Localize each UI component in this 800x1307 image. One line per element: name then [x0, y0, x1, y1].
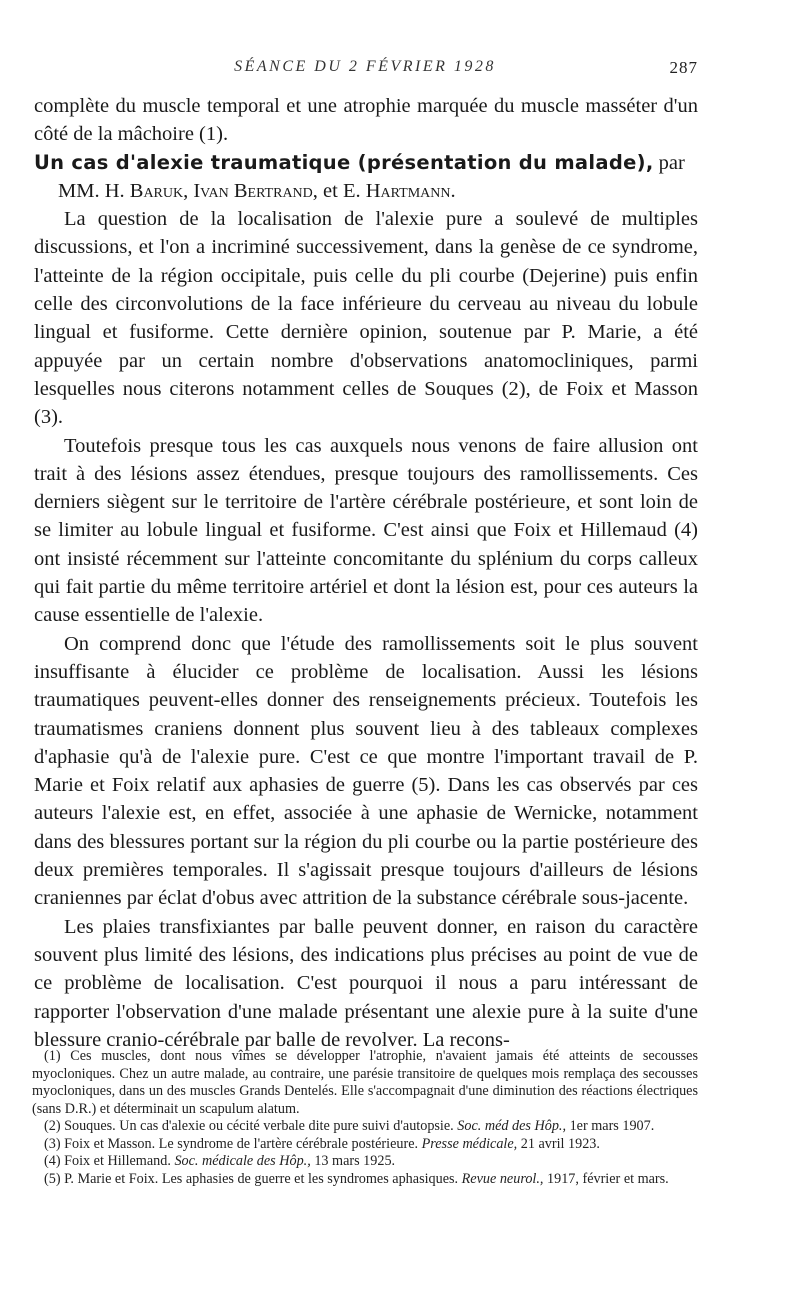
footnote-3-journal: Presse médicale,	[421, 1135, 518, 1152]
footnote-4	[32, 1153, 698, 1171]
footnote-5-date: 1917, février et mars.	[547, 1170, 669, 1187]
running-title: SÉANCE DU 2 FÉVRIER 1928	[234, 58, 496, 75]
footnote-3-text: (3) Foix et Masson. Le syndrome de l'artère cérébrale postérieure.	[44, 1135, 419, 1152]
author-bertrand: Ivan Bertrand,	[193, 179, 318, 202]
footnote-4-journal: Soc. médicale des Hôp.,	[174, 1153, 311, 1169]
paragraph-2: Toutefois presque tous les cas auxquels nous venons de faire allusion ont trait à des lésions assez étendues, presque toujours des ramollissements. Ces derniers siègent sur le territoire de l'artère cérébrale postérieure, et sont loin de se limiter au lobule lingual et fusiforme. C'est ainsi que Foix et Hillemaud (4) ont insisté récemment sur l'atteinte concomitante du splénium du corps calleux qui fait partie du même territoire artériel et dont la lésion est, pour ces auteurs la cause essentielle de l'alexie.	[34, 434, 698, 627]
authors-and: et E.	[323, 179, 361, 202]
footnote-2	[32, 1118, 698, 1136]
authors-prefix: MM. H.	[58, 179, 125, 202]
footnotes	[32, 1048, 698, 1188]
footnote-2-journal: Soc. méd des Hôp.,	[457, 1118, 567, 1134]
article-by: par	[658, 151, 685, 174]
main-text	[34, 92, 698, 1054]
footnote-4-date: 13 mars 1925.	[314, 1153, 396, 1169]
running-head	[32, 58, 698, 82]
author-hartmann: Hartmann.	[365, 179, 456, 202]
footnote-3	[32, 1136, 698, 1154]
page-number: 287	[669, 58, 698, 77]
paragraph-3: On comprend donc que l'étude des ramollissements soit le plus souvent insuffisante à élucider ce problème de localisation. Aussi les lésions traumatiques peuvent-elles donner des renseignements précieux. Toutefois les traumatismes craniens donnent plus souvent lieu à des tableaux complexes d'aphasie qu'à de l'alexie pure. C'est ce que montre l'important travail de P. Marie et Foix relatif aux aphasies de guerre (5). Dans les cas observés par ces auteurs l'alexie est, en effet, associée à une aphasie de Wernicke, notamment dans des blessures portant sur la région du pli courbe ou la partie postérieure des deux premières temporales. Il s'agissait presque toujours d'ailleurs de lésions craniennes par éclat d'obus avec attrition de la substance cérébrale sous-jacente.	[34, 632, 698, 910]
footnote-5-text: (5) P. Marie et Foix. Les aphasies de guerre et les syndromes aphasiques.	[44, 1170, 459, 1187]
footnote-3-date: 21 avril 1923.	[520, 1135, 600, 1152]
author-baruk: Baruk,	[129, 179, 189, 202]
intro-paragraph: complète du muscle temporal et une atrophie marquée du muscle masséter d'un côté de la mâchoire (1).	[34, 95, 698, 146]
footnote-5-journal: Revue neurol.,	[461, 1170, 544, 1187]
article-heading	[34, 149, 698, 206]
article-title: Un cas d'alexie traumatique (présentation du malade),	[34, 150, 654, 174]
footnote-2-date: 1er mars 1907.	[569, 1118, 655, 1134]
paragraph-1: La question de la localisation de l'alexie pure a soulevé de multiples discussions, et l'on a incriminé successivement, dans la genèse de ce syndrome, l'atteinte de la région occipitale, puis celle du pli courbe (Dejerine) puis enfin celle des circonvolutions de la face inférieure du cerveau au niveau du lobule lingual et fusiforme. Cette dernière opinion, soutenue par P. Marie, a été appuyée par un certain nombre d'observations anatomocliniques, parmi lesquelles nous citerons notamment celles de Souques (2), de Foix et Masson (3).	[34, 208, 698, 429]
footnote-2-text: (2) Souques. Un cas d'alexie ou cécité verbale dite pure suivi d'autopsie.	[44, 1118, 454, 1134]
paragraph-4: Les plaies transfixiantes par balle peuvent donner, en raison du caractère souvent plus limité des lésions, des indications plus précises au point de vue de ce problème de localisation. C'est pourquoi il nous a paru intéressant de rapporter l'observation d'une malade présentant une alexie pure à la suite d'une blessure cranio-cérébrale par balle de revolver. La recons-	[34, 915, 698, 1051]
footnote-1: (1) Ces muscles, dont nous vîmes se développer l'atrophie, n'avaient jamais été atteints de secousses myocloniques. Chez un autre malade, au contraire, une parésie transitoire de quelques mois remplaça des secousses myocloniques, dans un des muscles Grands Dentelés. Elle s'accompagnait d'une diminution des réactions électriques (sans D.R.) et déterminait un scapulum alatum.	[32, 1048, 698, 1117]
article-authors	[34, 177, 698, 205]
footnote-5	[32, 1171, 698, 1189]
footnote-4-text: (4) Foix et Hillemand.	[44, 1153, 171, 1169]
